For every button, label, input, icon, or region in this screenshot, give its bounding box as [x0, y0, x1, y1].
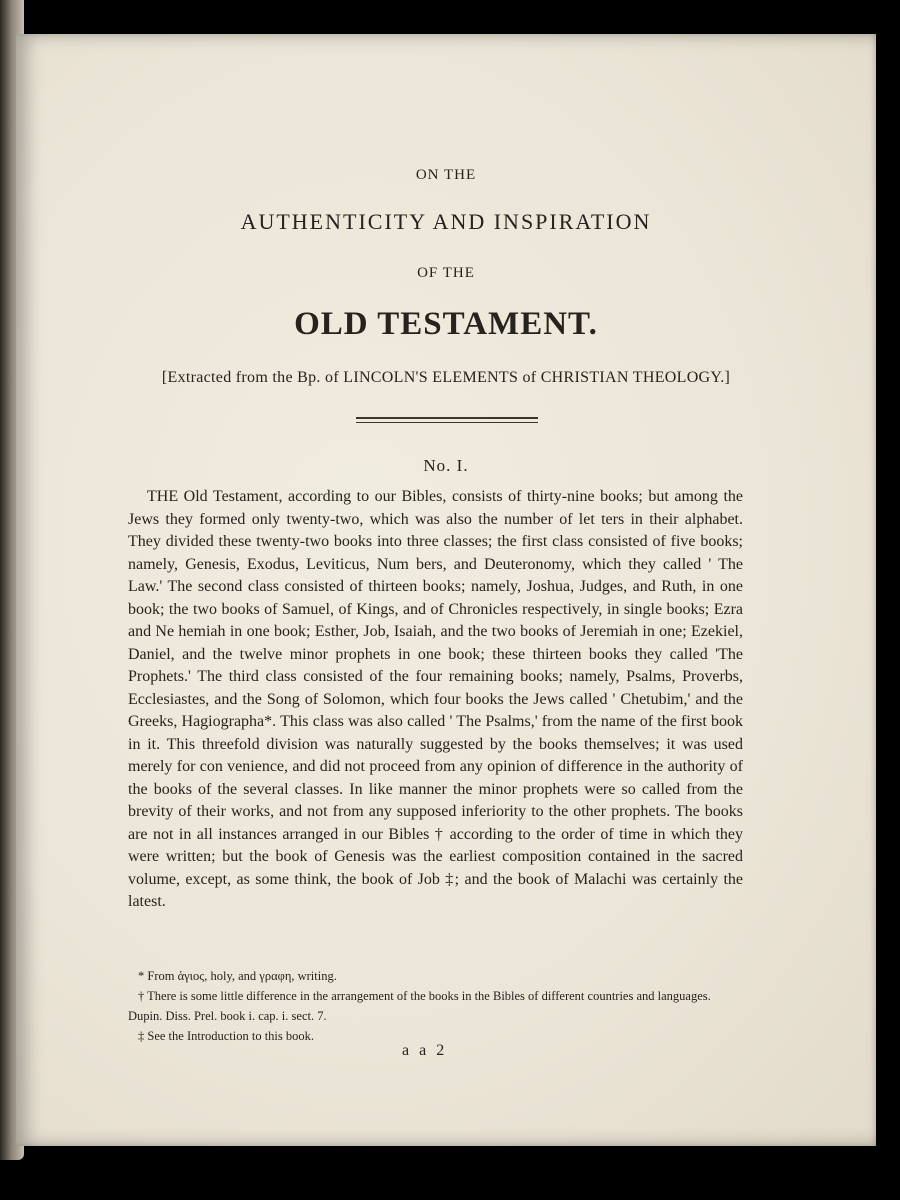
footnote-1: * From ἁγιος, holy, and γραφη, writing. — [138, 969, 337, 983]
body-paragraph: THE Old Testament, according to our Bibles, consists of thirty-nine books; but among the Jews they formed only twenty-two, which was also the number of let ters in their alphabet. They divided these twenty-two books into three classes; the first class consisted of five books; namely, Genesis, Exodus, Leviticus, Num bers, and Deuteronomy, which they called ' The Law.' The second class consisted of thirteen books; namely, Joshua, Judges, and Ruth, in one book; the two books of Samuel, of Kings, and of Chronicles respectively, in single books; Ezra and Ne hemiah in one book; Esther, Job, Isaiah, and the two books of Jeremiah in one; Ezekiel, Daniel, and the twelve minor prophets in one book; these thirteen books they called 'The Prophets.' The third class consisted of the four remaining books; namely, Psalms, Proverbs, Ecclesiastes, and the Song of Solomon, which four books the Jews called ' Chetubim,' and the Greeks, Hagiographa*. This class was also called ' The Psalms,' from the name of the first book in it. This threefold division was naturally suggested by the books themselves; it was used merely for con venience, and did not proceed from any opinion of difference in the authority of the books of the several classes. In like manner the minor prophets were so called from the brevity of their works, and not from any supposed inferiority to the other prophets. The books are not in all instances arranged in our Bibles † according to the order of time in which they were written; but the book of Genesis was the earliest composition contained in the sacred volume, except, as some think, the book of Job ‡; and the book of Malachi was certainly the latest. — [128, 488, 743, 910]
footnote-3: ‡ See the Introduction to this book. — [138, 1029, 315, 1043]
heading-authenticity: AUTHENTICITY AND INSPIRATION — [240, 209, 652, 234]
double-rule-top — [356, 417, 538, 419]
page-title: OLD TESTAMENT. — [294, 306, 598, 342]
footnotes — [128, 966, 743, 1046]
heading-of-the: OF THE — [417, 265, 475, 281]
book-page — [16, 34, 876, 1146]
section-number: No. I. — [423, 456, 469, 475]
extract-note: [Extracted from the Bp. of LINCOLN'S ELEMENTS of CHRISTIAN THEOLOGY.] — [161, 369, 731, 386]
heading-on-the: ON THE — [415, 167, 477, 183]
double-rule-bottom — [356, 422, 538, 423]
signature-mark: a a 2 — [402, 1042, 448, 1059]
footnote-2: † There is some little difference in the arrangement of the books in the Bibles of different countries and languages. Dupin. Diss. Prel. book i. cap. i. sect. 7. — [128, 989, 711, 1023]
